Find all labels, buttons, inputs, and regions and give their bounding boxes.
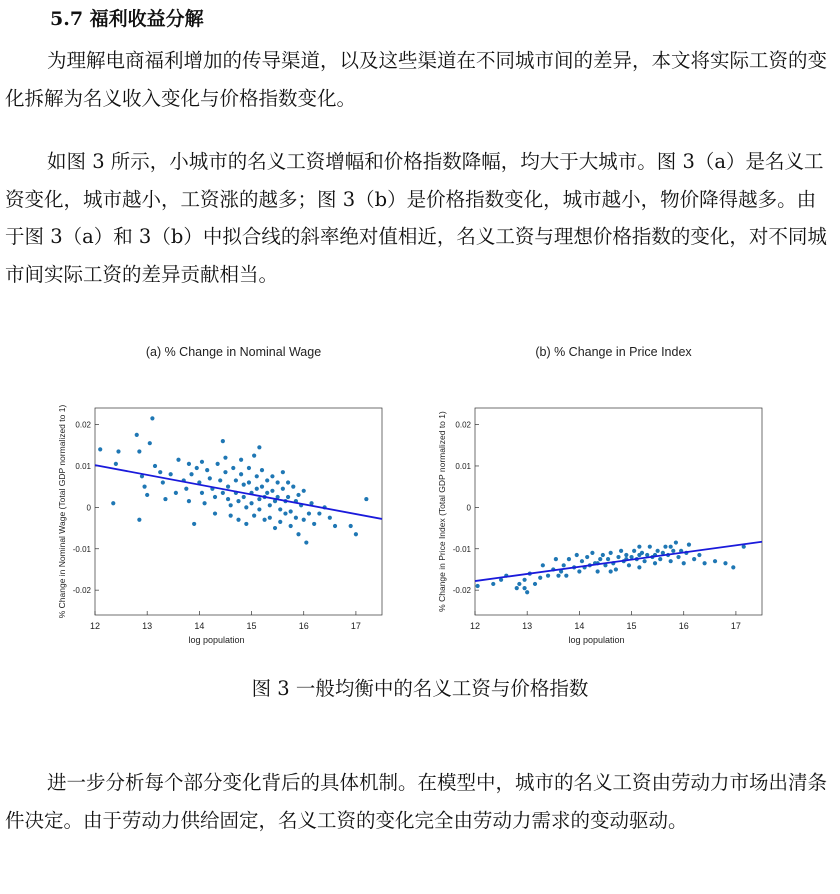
fit-line [475, 542, 762, 581]
data-point [257, 507, 261, 511]
section-heading: 5.7 福利收益分解 [50, 8, 204, 30]
data-point [731, 565, 735, 569]
data-point [137, 449, 141, 453]
data-point [213, 511, 217, 515]
data-point [525, 590, 529, 594]
data-point [522, 578, 526, 582]
paragraph-text: 为理解电商福利增加的传导渠道，以及这些渠道在不同城市间的差异，本文将实际工资的变化拆解为名义收入变化与价格指数变化。 [5, 49, 828, 110]
data-point [202, 501, 206, 505]
data-point [476, 584, 480, 588]
y-tick-label: -0.02 [72, 586, 91, 596]
data-point [697, 553, 701, 557]
data-point [286, 495, 290, 499]
data-point [567, 557, 571, 561]
data-point [627, 563, 631, 567]
paragraph-figure-discussion [5, 143, 835, 293]
chart-title: (b) % Change in Price Index [535, 345, 692, 359]
data-point [231, 466, 235, 470]
data-point [265, 478, 269, 482]
data-point [515, 586, 519, 590]
data-point [554, 557, 558, 561]
data-point [580, 559, 584, 563]
y-tick-label: 0 [86, 503, 91, 513]
x-tick-label: 13 [142, 621, 153, 631]
data-point [195, 466, 199, 470]
data-point [619, 549, 623, 553]
data-point [236, 518, 240, 522]
data-point [522, 586, 526, 590]
data-point [333, 524, 337, 528]
data-point [216, 462, 220, 466]
data-point [153, 464, 157, 468]
data-point [289, 509, 293, 513]
data-point [158, 470, 162, 474]
data-point [283, 511, 287, 515]
data-point [642, 559, 646, 563]
data-point [564, 574, 568, 578]
data-point [262, 518, 266, 522]
data-point [244, 505, 248, 509]
data-point [239, 458, 243, 462]
data-point [189, 472, 193, 476]
y-axis-label: % Change in Price Index (Total GDP normalized to 1) [437, 411, 447, 612]
data-point [546, 574, 550, 578]
data-point [252, 514, 256, 518]
data-point [614, 567, 618, 571]
data-point [187, 499, 191, 503]
x-tick-label: 15 [626, 621, 637, 631]
data-point [703, 561, 707, 565]
y-tick-label: -0.02 [452, 586, 471, 596]
data-point [260, 468, 264, 472]
y-tick-label: 0.01 [455, 461, 471, 471]
data-point [176, 458, 180, 462]
paragraph-text: 进一步分析每个部分变化背后的具体机制。在模型中，城市的名义工资由劳动力市场出清条件决定。由于劳动力供给固定，名义工资的变化完全由劳动力需求的变动驱动。 [5, 771, 828, 832]
data-point [236, 499, 240, 503]
data-point [223, 456, 227, 460]
data-point [174, 491, 178, 495]
data-point [218, 478, 222, 482]
x-tick-label: 14 [574, 621, 585, 631]
data-point [598, 557, 602, 561]
data-point [637, 553, 641, 557]
data-point [676, 555, 680, 559]
data-point [163, 497, 167, 501]
x-tick-label: 14 [194, 621, 205, 631]
data-point [281, 470, 285, 474]
data-point [276, 480, 280, 484]
data-point [491, 582, 495, 586]
data-point [257, 445, 261, 449]
data-point [184, 487, 188, 491]
data-point [244, 522, 248, 526]
data-point [713, 559, 717, 563]
data-point [663, 545, 667, 549]
data-point [637, 545, 641, 549]
chart-nominal-wage [50, 340, 395, 645]
data-point [653, 561, 657, 565]
data-point [281, 487, 285, 491]
data-point [161, 480, 165, 484]
x-tick-label: 17 [730, 621, 741, 631]
data-point [226, 497, 230, 501]
data-point [294, 516, 298, 520]
data-point [226, 485, 230, 489]
data-point [221, 491, 225, 495]
data-point [637, 565, 641, 569]
data-point [538, 576, 542, 580]
data-point [302, 489, 306, 493]
x-tick-label: 12 [89, 621, 101, 631]
y-tick-label: 0.02 [75, 420, 91, 430]
data-point [354, 532, 358, 536]
y-axis-label: % Change in Nominal Wage (Total GDP normalized to 1) [57, 404, 67, 619]
data-point [669, 559, 673, 563]
data-point [273, 526, 277, 530]
y-tick-label: -0.01 [72, 544, 91, 554]
y-tick-label: 0 [466, 503, 471, 513]
data-point [270, 489, 274, 493]
data-point [255, 474, 259, 478]
data-point [169, 472, 173, 476]
x-tick-label: 13 [522, 621, 533, 631]
data-point [556, 574, 560, 578]
data-point [312, 522, 316, 526]
data-point [268, 516, 272, 520]
data-point [208, 476, 212, 480]
data-point [192, 522, 196, 526]
data-point [291, 485, 295, 489]
data-point [596, 569, 600, 573]
data-point [606, 557, 610, 561]
data-point [317, 511, 321, 515]
data-point [616, 555, 620, 559]
data-point [585, 555, 589, 559]
data-point [187, 462, 191, 466]
data-point [213, 495, 217, 499]
y-tick-label: 0.01 [75, 461, 91, 471]
data-point [562, 563, 566, 567]
data-point [590, 551, 594, 555]
data-point [247, 466, 251, 470]
data-point [577, 569, 581, 573]
data-point [671, 549, 675, 553]
data-point [150, 416, 154, 420]
data-point [137, 518, 141, 522]
x-tick-label: 12 [469, 621, 481, 631]
data-point [234, 478, 238, 482]
x-axis-label: log population [568, 635, 625, 645]
chart-title: (a) % Change in Nominal Wage [145, 345, 322, 359]
data-point [239, 472, 243, 476]
data-point [723, 561, 727, 565]
data-point [541, 563, 545, 567]
x-axis-label: log population [188, 635, 245, 645]
data-point [296, 532, 300, 536]
fit-line [95, 465, 382, 519]
data-point [289, 524, 293, 528]
data-point [255, 487, 259, 491]
data-point [242, 495, 246, 499]
chart-price-index [430, 340, 775, 645]
data-point [517, 582, 521, 586]
data-point [669, 545, 673, 549]
data-point [145, 493, 149, 497]
data-point [304, 540, 308, 544]
data-point [242, 482, 246, 486]
data-point [692, 557, 696, 561]
data-point [687, 543, 691, 547]
data-point [257, 497, 261, 501]
y-tick-label: -0.01 [452, 544, 471, 554]
data-point [307, 511, 311, 515]
data-point [674, 540, 678, 544]
data-point [648, 545, 652, 549]
data-point [229, 514, 233, 518]
data-point [658, 557, 662, 561]
data-point [278, 507, 282, 511]
x-tick-label: 15 [246, 621, 257, 631]
data-point [229, 503, 233, 507]
data-point [268, 503, 272, 507]
data-point [296, 493, 300, 497]
data-point [223, 470, 227, 474]
data-point [200, 491, 204, 495]
x-tick-label: 17 [350, 621, 361, 631]
data-point [142, 485, 146, 489]
data-point [609, 569, 613, 573]
data-point [609, 551, 613, 555]
data-point [111, 501, 115, 505]
data-point [624, 553, 628, 557]
data-point [575, 553, 579, 557]
data-point [302, 518, 306, 522]
data-point [278, 520, 282, 524]
data-point [135, 433, 139, 437]
data-point [249, 501, 253, 505]
data-point [252, 454, 256, 458]
data-point [247, 480, 251, 484]
paragraph-mechanism [5, 764, 835, 839]
data-point [632, 549, 636, 553]
data-point [200, 460, 204, 464]
data-point [148, 441, 152, 445]
x-tick-label: 16 [298, 621, 309, 631]
data-point [533, 582, 537, 586]
data-point [116, 449, 120, 453]
data-point [349, 524, 353, 528]
figure-caption: 图 3 一般均衡中的名义工资与价格指数 [251, 677, 589, 700]
data-point [205, 468, 209, 472]
paragraph-intro [5, 42, 835, 117]
data-point [656, 549, 660, 553]
data-point [270, 474, 274, 478]
y-tick-label: 0.02 [455, 420, 471, 430]
x-tick-label: 16 [678, 621, 689, 631]
data-point [98, 447, 102, 451]
data-point [260, 485, 264, 489]
data-point [328, 516, 332, 520]
data-point [286, 480, 290, 484]
data-point [682, 561, 686, 565]
data-point [114, 462, 118, 466]
data-point [221, 439, 225, 443]
data-point [265, 491, 269, 495]
paragraph-text: 如图 3 所示，小城市的名义工资增幅和价格指数降幅，均大于大城市。图 3（a）是名义工资变化，城市越小，工资涨的越多；图 3（b）是价格指数变化，城市越小，物价降得越多。由于图 3（a）和 3（b）中拟合线的斜率绝对值相近，名义工资与理想价格指数的变化，对不同城市间实际工资的差异贡献相当。 [5, 150, 827, 286]
data-point [601, 553, 605, 557]
data-point [364, 497, 368, 501]
